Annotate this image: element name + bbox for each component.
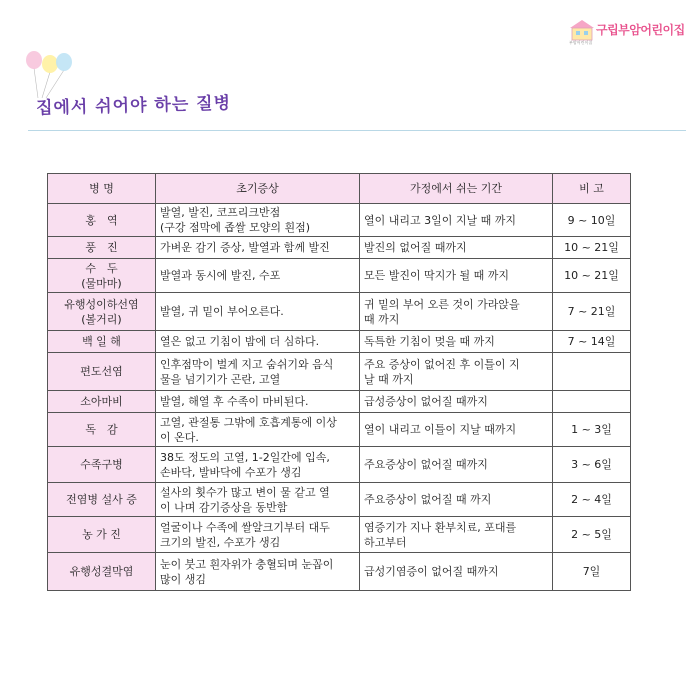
rest-period-cell-text: 염증기가 지나 환부치료, 포대를 하고부터 <box>364 520 517 549</box>
title-divider <box>28 130 686 131</box>
disease-name-cell <box>48 391 156 413</box>
daycare-logo <box>568 16 684 46</box>
header-rest-period: 가정에서 쉬는 기간 <box>360 174 553 204</box>
house-icon <box>568 18 596 42</box>
symptom-cell <box>156 447 360 483</box>
disease-name-cell <box>48 237 156 259</box>
table-row <box>48 447 631 483</box>
symptom-cell <box>156 293 360 331</box>
page-title: 집에서 쉬어야 하는 질병 <box>35 93 232 119</box>
disease-name-cell-text: 백 일 해 <box>82 335 121 348</box>
disease-name-cell-text: 전염병 설사 증 <box>66 493 137 506</box>
duration-cell-text: 3 ~ 6일 <box>571 458 612 471</box>
duration-cell-text: 7 ~ 21일 <box>567 305 616 318</box>
symptom-cell <box>156 353 360 391</box>
disease-name-cell <box>48 293 156 331</box>
symptom-cell <box>156 391 360 413</box>
table-row <box>48 413 631 447</box>
symptom-cell-text: 가벼운 감기 증상, 발열과 함께 발진 <box>160 241 330 254</box>
rest-period-cell-text: 주요증상이 없어질 때까지 <box>364 458 488 471</box>
rest-period-cell <box>360 413 553 447</box>
duration-cell-text: 9 ~ 10일 <box>567 213 616 227</box>
table-row <box>48 204 631 237</box>
rest-period-cell-text: 독특한 기침이 멎을 때 까지 <box>364 335 495 348</box>
duration-cell <box>553 204 631 237</box>
disease-name-cell-text: 농 가 진 <box>82 528 121 541</box>
rest-period-cell-text: 주요증상이 없어질 때 까지 <box>364 493 492 506</box>
symptom-cell-text: 발열, 발진, 코프리크반점 (구강 점막에 좁쌀 모양의 흰점) <box>160 206 311 234</box>
rest-period-cell-text: 열이 내리고 3일이 지날 때 까지 <box>364 213 516 227</box>
duration-cell-text: 10 ~ 21일 <box>564 241 619 254</box>
rest-period-cell-text: 발진의 없어질 때까지 <box>364 241 467 254</box>
disease-name-cell <box>48 331 156 353</box>
disease-name-cell <box>48 517 156 553</box>
disease-name-cell-text: 소아마비 <box>80 395 123 408</box>
disease-name-cell <box>48 413 156 447</box>
duration-cell <box>553 293 631 331</box>
table-row <box>48 331 631 353</box>
symptom-cell-text: 얼굴이나 수족에 쌀알크기부터 대두 크기의 발진, 수포가 생김 <box>160 520 330 549</box>
table-row <box>48 293 631 331</box>
rest-period-cell-text: 급성증상이 없어질 때까지 <box>364 395 488 408</box>
disease-name-cell-text: 수족구병 <box>80 458 123 471</box>
rest-period-cell <box>360 391 553 413</box>
symptom-cell-text: 인후점막이 벌게 지고 숨쉬기와 음식 물을 넘기기가 곤란, 고열 <box>160 357 334 386</box>
symptom-cell <box>156 237 360 259</box>
rest-period-cell <box>360 331 553 353</box>
disease-name-cell <box>48 553 156 591</box>
header-disease-name: 병 명 <box>48 174 156 204</box>
table-header-row <box>48 174 631 204</box>
symptom-cell <box>156 331 360 353</box>
table-row <box>48 353 631 391</box>
rest-period-cell-text: 주요 증상이 없어진 후 이틀이 지 날 때 까지 <box>364 357 520 386</box>
duration-cell <box>553 237 631 259</box>
rest-period-cell <box>360 353 553 391</box>
symptom-cell-text: 눈이 붓고 흰자위가 충혈되며 눈꼽이 많이 생김 <box>160 557 334 586</box>
duration-cell-text: 1 ~ 3일 <box>571 423 612 436</box>
rest-period-cell <box>360 483 553 517</box>
duration-cell <box>553 447 631 483</box>
rest-period-cell <box>360 259 553 293</box>
table-row <box>48 517 631 553</box>
symptom-cell-text: 고열, 관절통 그밖에 호흡계통에 이상 이 온다. <box>160 415 337 444</box>
header-initial-symptoms: 초기증상 <box>156 174 360 204</box>
symptom-cell <box>156 259 360 293</box>
duration-cell <box>553 413 631 447</box>
rest-period-cell <box>360 204 553 237</box>
disease-name-cell-text: 홍 역 <box>85 213 118 227</box>
symptom-cell-text: 설사의 횟수가 많고 변이 물 같고 열 이 나며 감기증상을 동반함 <box>160 485 330 514</box>
rest-period-cell <box>360 517 553 553</box>
symptom-cell-text: 발열, 귀 밑이 부어오른다. <box>160 305 284 318</box>
duration-cell <box>553 553 631 591</box>
duration-cell-text: 7 ~ 14일 <box>567 335 616 348</box>
symptom-cell <box>156 413 360 447</box>
disease-table <box>47 173 631 591</box>
brand-name: 구립부암어린이집 <box>596 23 685 37</box>
duration-cell-text: 10 ~ 21일 <box>564 269 619 282</box>
duration-cell-text: 7일 <box>582 565 601 578</box>
rest-period-cell <box>360 237 553 259</box>
duration-cell-text: 2 ~ 5일 <box>571 528 612 541</box>
symptom-cell-text: 38도 정도의 고열, 1-2일간에 입속, 손바닥, 발바닥에 수포가 생김 <box>160 450 330 479</box>
symptom-cell <box>156 204 360 237</box>
disease-name-cell-text: 수 두 (물마마) <box>81 261 122 290</box>
table-row <box>48 553 631 591</box>
duration-cell <box>553 331 631 353</box>
rest-period-cell-text: 급성기염증이 없어질 때까지 <box>364 565 499 578</box>
rest-period-cell <box>360 553 553 591</box>
symptom-cell-text: 발열과 동시에 발진, 수포 <box>160 269 281 282</box>
duration-cell <box>553 517 631 553</box>
table-row <box>48 391 631 413</box>
duration-cell <box>553 391 631 413</box>
symptom-cell-text: 열은 없고 기침이 밤에 더 심하다. <box>160 335 320 348</box>
disease-name-cell <box>48 447 156 483</box>
duration-cell <box>553 483 631 517</box>
disease-name-cell <box>48 204 156 237</box>
disease-name-cell-text: 독 감 <box>85 423 118 436</box>
duration-cell-text: 2 ~ 4일 <box>571 493 612 506</box>
rest-period-cell-text: 열이 내리고 이틀이 지날 때까지 <box>364 423 517 436</box>
disease-name-cell-text: 편도선염 <box>80 365 123 378</box>
disease-name-cell <box>48 483 156 517</box>
header-note: 비 고 <box>553 174 631 204</box>
disease-name-cell <box>48 259 156 293</box>
disease-name-cell-text: 유행성이하선염 (볼거리) <box>64 297 139 326</box>
symptom-cell <box>156 517 360 553</box>
disease-name-cell <box>48 353 156 391</box>
rest-period-cell <box>360 293 553 331</box>
disease-name-cell-text: 유행성결막염 <box>69 565 134 578</box>
duration-cell <box>553 353 631 391</box>
table-row <box>48 483 631 517</box>
table-row <box>48 237 631 259</box>
symptom-cell-text: 발열, 해열 후 수족이 마비된다. <box>160 395 309 408</box>
rest-period-cell-text: 귀 밑의 부어 오른 것이 가라앉을 때 까지 <box>364 297 520 326</box>
table-row <box>48 259 631 293</box>
disease-name-cell-text: 풍 진 <box>85 241 118 254</box>
symptom-cell <box>156 553 360 591</box>
duration-cell <box>553 259 631 293</box>
rest-period-cell <box>360 447 553 483</box>
house-caption: 부암어린이집 <box>569 40 593 45</box>
symptom-cell <box>156 483 360 517</box>
rest-period-cell-text: 모든 발진이 딱지가 될 때 까지 <box>364 269 509 282</box>
